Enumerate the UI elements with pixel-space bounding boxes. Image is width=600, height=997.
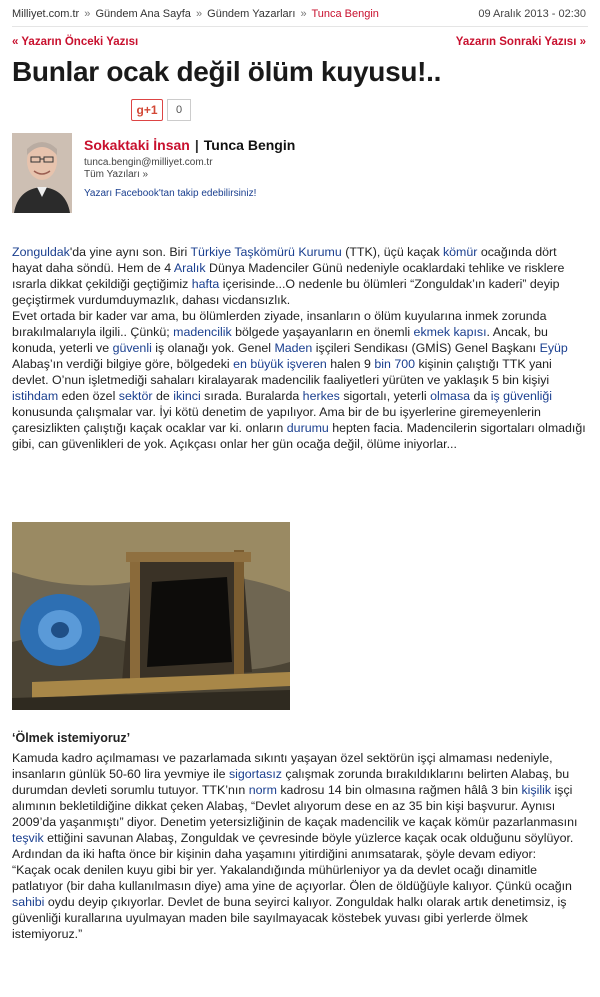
breadcrumb [12, 8, 588, 27]
keyword-link[interactable]: istihdam [12, 389, 59, 403]
keyword-link[interactable]: Eyüp [539, 341, 568, 355]
google-plus-icon[interactable] [131, 99, 163, 121]
text: Alabaş’ın verdiği bilgiye göre, bölgedeki [12, 357, 234, 371]
all-posts-link[interactable]: Tüm Yazıları » [84, 169, 149, 180]
text: hepten facia. Madencilerin sigortaları olmadığı gibi, can güvenlikleri de yok. Açıkçası onlar her gün ocağa değil, ölüme iniyorlar... [12, 421, 586, 451]
paragraph [12, 750, 588, 862]
mine-photo [12, 522, 290, 710]
breadcrumb-separator: » [195, 8, 203, 20]
breadcrumb-home[interactable]: Milliyet.com.tr [12, 8, 80, 20]
text: ocağında dört hayat daha söndü. Hem de 4 [12, 245, 557, 275]
text: Dünya Madenciler Günü nedeniyle ocaklardaki tehlike ve risklere ısrarla dikkat çekildiği geçtiğimiz [12, 261, 565, 291]
keyword-link[interactable]: ikinci [173, 389, 201, 403]
article-nav [12, 36, 588, 52]
text: de [152, 389, 174, 403]
breadcrumb-yazarlar[interactable]: Gündem Yazarları [207, 8, 296, 20]
author-box [12, 133, 588, 223]
page-title: Bunlar ocak değil ölüm kuyusu!.. [12, 56, 442, 87]
keyword-link[interactable]: Maden [274, 341, 313, 355]
text: işçileri Sendikası (GMİS) Genel Başkanı [312, 341, 540, 355]
text: kişinin çalıştığı TTK yani devlet. O’nun işletmediği sahaları kiralayarak madencilik faaliyetleri yürüten ve yaklaşık 5 bin kişiyi [12, 357, 552, 387]
keyword-link[interactable]: norm [248, 783, 277, 797]
keyword-link[interactable]: Zonguldak [12, 245, 70, 259]
divider: | [194, 137, 199, 153]
gplus-label: +1 [143, 103, 158, 117]
keyword-link[interactable]: güvenli [112, 341, 152, 355]
breadcrumb-separator: » [300, 8, 307, 20]
prev-article-link[interactable]: « Yazarın Önceki Yazısı [12, 36, 139, 48]
text: bölgede yaşayanların en önemli [231, 325, 414, 339]
text: (TTK), üçü kaçak [341, 245, 443, 259]
text: kadrosu 14 bin olmasına rağmen hâlâ 3 bin [276, 783, 522, 797]
breadcrumb-separator: » [84, 8, 91, 20]
author-heading [84, 137, 295, 153]
text: oydu deyip çıkıyorlar. Devlet de buna seyirci kalıyor. Zonguldak halkı olarak artık denetimsiz, iş güvenliği kurallarına uyulmayan maden bile sayılmayacak köstebek yuvası gibi yerlerde ölmek istemiyoruz.” [12, 895, 567, 941]
keyword-link[interactable]: Türkiye Taşkömürü Kurumu [190, 245, 342, 259]
text: halen 9 [326, 357, 375, 371]
author-email[interactable]: tunca.bengin@milliyet.com.tr [84, 157, 213, 168]
text: Kamuda kadro açılmaması ve pazarlamada sıkıntı yaşayan özel sektörün işçi almaması nedeniyle, insanların günlük 50-60 lira yevmiye ile [12, 751, 553, 781]
text: sigortalı, yeterli [339, 389, 431, 403]
facebook-follow-link[interactable]: Yazarı Facebook'tan takip edebilirsiniz! [84, 188, 257, 199]
keyword-link[interactable]: kişilik [521, 783, 552, 797]
breadcrumb-gundem[interactable]: Gündem Ana Sayfa [95, 8, 191, 20]
text: “Kaçak ocak denilen kuyu gibi bir yer. Yakalandığında mühürleniyor ya da devlet ocağı dinamitle patlatıyor (bir daha kullanılmasın diye) ama yine de açıyorlar. Ölen de öldüğüyle kalıyor. Çünkü ocağın [12, 863, 572, 893]
paragraph [12, 244, 588, 308]
keyword-link[interactable]: bin 700 [374, 357, 415, 371]
text: çalışmak zorunda bırakıldıklarını belirten Alabaş, bu durumdan devleti sorumlu tutuyor. TTK’nın [12, 767, 570, 797]
share-bar [131, 99, 191, 121]
text: içerisinde...O nedenle bu ölümleri “Zonguldak’ın kaderi” deyip geçiştirmek vurdumduymazlık, dahası vicdansızlık. [12, 277, 560, 307]
breadcrumb-current[interactable]: Tunca Bengin [311, 8, 379, 20]
text: eden özel [58, 389, 119, 403]
text: işçi alımının bekletildiğine dikkat çeken Alabaş, “Devlet alıyorum dese en az 35 bin kişi başvurur. Aynısı 2009’da yaşanmıştı” diyor. Denetim yetersizliğinin de kaçak madencilik ve kaçak kömür pazarlanmasını [12, 783, 578, 829]
article-body [12, 244, 588, 452]
keyword-link[interactable]: durumu [286, 421, 329, 435]
text: ettiğini savunan Alabaş, Zonguldak ve çevresinde böyle yüzlerce kaçak ocak olduğunu söylüyor. Ardından da iki hafta önce bir kişinin daha yaşamını yitirdiğini anımsatarak, şöyle devam ediyor: [12, 831, 574, 861]
article-section [12, 730, 588, 942]
keyword-link[interactable]: en büyük işveren [233, 357, 327, 371]
share-count: 0 [167, 99, 191, 121]
keyword-link[interactable]: herkes [302, 389, 340, 403]
author-info [84, 137, 295, 199]
keyword-link[interactable]: hafta [191, 277, 220, 291]
author-name[interactable]: Tunca Bengin [203, 137, 296, 153]
text: sırada. Buralarda [200, 389, 303, 403]
avatar[interactable] [12, 133, 72, 213]
text: iş olanağı yok. Genel [151, 341, 275, 355]
keyword-link[interactable]: iş güvenliği [490, 389, 553, 403]
next-article-link[interactable]: Yazarın Sonraki Yazısı » [455, 36, 586, 48]
text: da [470, 389, 491, 403]
keyword-link[interactable]: olmasa [430, 389, 471, 403]
paragraph [12, 308, 588, 452]
text: . Ancak, bu konuda, yeterli ve [12, 325, 548, 355]
text: 'da yine aynı son. Biri [69, 245, 191, 259]
keyword-link[interactable]: Aralık [173, 261, 206, 275]
paragraph [12, 862, 588, 942]
keyword-link[interactable]: kömür [442, 245, 478, 259]
publish-date: 09 Aralık 2013 - 02:30 [478, 8, 586, 20]
text: Evet ortada bir kader var ama, bu ölümlerden ziyade, insanların o ölüm kuyularına inmek zorunda bırakılmalarıyla ilgili.. Çünkü; [12, 309, 547, 339]
keyword-link[interactable]: madencilik [173, 325, 232, 339]
keyword-link[interactable]: ekmek kapısı [413, 325, 487, 339]
keyword-link[interactable]: teşvik [12, 831, 44, 845]
keyword-link[interactable]: sahibi [12, 895, 45, 909]
keyword-link[interactable]: sektör [118, 389, 153, 403]
text: konusunda çalışmalar var. İyi kötü denetim de yapılıyor. Ama bir de bu işyerlerine giremeyenlerin çaresizlikten çalıştığı kaçak ocaklar var ki. onların [12, 405, 541, 435]
column-name[interactable]: Sokaktaki İnsan [84, 137, 190, 153]
section-heading: ‘Ölmek istemiyoruz’ [12, 731, 131, 745]
keyword-link[interactable]: sigortasız [228, 767, 282, 781]
gplus-prefix: g [136, 103, 144, 117]
